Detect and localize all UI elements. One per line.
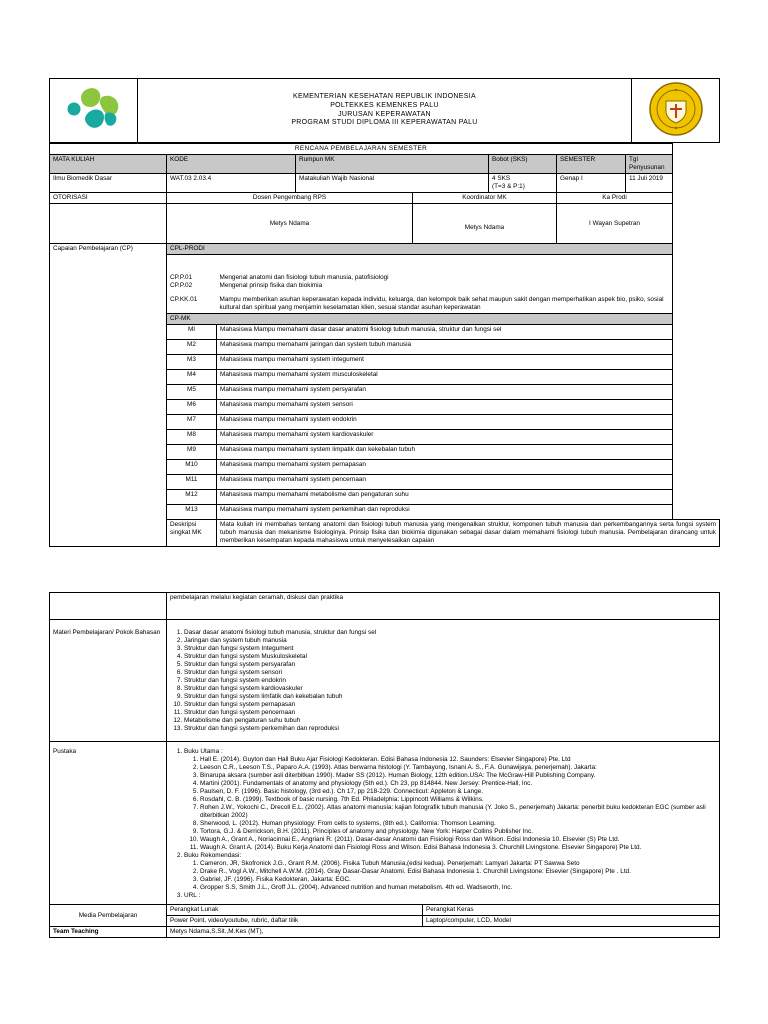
materi-item: 12. Metabolisme dan pengaturan suhu tubuh xyxy=(184,717,716,725)
cpl-code: CP.KK.01 xyxy=(170,296,198,303)
cpmk-text: Mahasiswa mampu memahami system persyarafan xyxy=(217,385,673,400)
cpmk-text: Mahasiswa Mampu memahami dasar dasar anatomi fisiologi tubuh manusia, struktur dan fungsi sel xyxy=(217,325,673,340)
header-line: POLTEKKES KEMENKES PALU xyxy=(330,101,439,109)
deskripsi-cont-label xyxy=(50,593,167,620)
course-credits-value: 4 SKS xyxy=(492,175,511,182)
otorisasi-header: Ka Prodi xyxy=(557,193,673,204)
otorisasi-header: Dosen Pengembang RPS xyxy=(167,193,413,204)
pustaka-utama-list xyxy=(184,756,716,852)
pustaka-item: 6. Rosdahl, C. B. (1999). Textbook of basic nursing. 7th Ed. Philadelphia: Lippincott Williams & Wilkins. xyxy=(200,796,716,804)
rps-page-2 xyxy=(49,592,720,938)
header-line: PROGRAM STUDI DIPLOMA III KEPERAWATAN PALU xyxy=(291,119,478,127)
course-name: Ilmu Biomedik Dasar xyxy=(50,174,167,193)
cpl-codes xyxy=(167,255,217,314)
cpmk-text: Mahasiswa mampu memahami system integument xyxy=(217,355,673,370)
cpmk-text: Mahasiswa mampu memahami system sensori xyxy=(217,400,673,415)
course-date: 11 Juli 2019 xyxy=(626,174,673,193)
pustaka-item: 4. Gropper S.S, Smith J.L., Groff J.L. (2004). Advanced nutrition and human metabolism. 4th ed. Wadsworth, Inc. xyxy=(200,884,716,892)
pustaka-item: 1. Hall E. (2014). Guyton dan Hall Buku Ajar Fisiologi Kedokteran. Edisi Bahasa Indonesia 12. Saunders: Elsevier Singapore) Pte. Ltd xyxy=(200,756,716,764)
team-label: Team Teaching xyxy=(50,927,167,938)
cpmk-text: Mahasiswa mampu memahami system pencernaan xyxy=(217,475,673,490)
cpl-text: Mampu memberikan asuhan keperawatan kepada individu, keluarga, dan kelompok baik sehat maupun sakit dengan memperhatikan aspek bio, psiko, sosial kultural dan spiritual yang menjamin keselamatan klien, sesuai standar asuhan keperawatan xyxy=(219,296,664,311)
cpl-texts xyxy=(217,255,673,314)
pustaka-url: 3. URL : xyxy=(184,892,716,900)
cpmk-text: Mahasiswa mampu memahami system endokrin xyxy=(217,415,673,430)
cpl-code: CP.P.01 xyxy=(170,274,193,281)
cpmk-text: Mahasiswa mampu memahami jaringan dan system tubuh manusia xyxy=(217,340,673,355)
materi-list-cell xyxy=(167,620,720,742)
pustaka-item: 2. Leeson C.R., Leeson T.S., Paparo A.A. (1993). Atlas berwarna histologi (Y. Tambayong, Isnani A. S., F.A. Gunawijaya, penerjemah). Jakarta: xyxy=(200,764,716,772)
otorisasi-name: I Wayan Supetran xyxy=(557,204,673,244)
team-value: Metys Ndama,S.Sit.,M.Kes (MT), xyxy=(167,927,720,938)
materi-item: 10. Struktur dan fungsi system pernapasan xyxy=(184,701,716,709)
materi-item: 3. Struktur dan fungsi system Integument xyxy=(184,645,716,653)
logo-cell xyxy=(50,79,138,143)
cpmk-code: M13 xyxy=(167,505,217,520)
materi-label: Materi Pembelajaran/ Pokok Bahasan xyxy=(50,620,167,742)
materi-item: 5. Struktur dan fungsi system persyarafan xyxy=(184,661,716,669)
otorisasi-header: Koordinator MK xyxy=(413,193,557,204)
pustaka-item: 7. Rohen J.W., Yokochi C., Drecoll E.L. (2002). Atlas anatomi manusia: kajian fotografik tubuh manusia (Y. Joko S., penerjemah) Jakarta: penerbit buku kedokteran EGC (sumber asli diterbitkan 2002) xyxy=(200,804,716,820)
cpmk-code: M11 xyxy=(167,475,217,490)
cpmk-code: M8 xyxy=(167,430,217,445)
course-credits-detail: (T=3 & P:1) xyxy=(492,183,525,190)
media-keras-label: Perangkat Keras xyxy=(423,905,720,916)
pustaka-group-rekomendasi xyxy=(184,852,716,892)
materi-item: 13. Struktur dan fungsi system perkemihan dan reproduksi xyxy=(184,725,716,733)
header-line: KEMENTERIAN KESEHATAN REPUBLIK INDONESIA xyxy=(293,93,476,101)
pustaka-item: 9. Tortora, G.J. & Derrickson, B.H. (2011). Principles of anatomy and physiology. New York: Harper Collins Publisher Inc. xyxy=(200,828,716,836)
materi-item: 2. Jaringan dan system tubuh manusia xyxy=(184,637,716,645)
deskripsi-label: Deskripsi singkat MK xyxy=(167,520,217,547)
rps-main-table xyxy=(49,143,720,547)
materi-item: 4. Struktur dan fungsi system Muskuloskeletal xyxy=(184,653,716,661)
pustaka-group-utama xyxy=(184,748,716,852)
cpmk-code: M9 xyxy=(167,445,217,460)
pustaka-cell xyxy=(167,742,720,905)
cpmk-code: MI xyxy=(167,325,217,340)
course-code: WAT.03 2.03.4 xyxy=(167,174,296,193)
institution-header xyxy=(138,79,632,143)
course-header: SEMESTER xyxy=(557,155,626,174)
materi-item: 8. Struktur dan fungsi system kardiovaskuler xyxy=(184,685,716,693)
cpmk-label: CP-MK xyxy=(167,314,673,325)
course-credits xyxy=(489,174,557,193)
course-header: Bobot (SKS) xyxy=(489,155,557,174)
otorisasi-blank xyxy=(50,204,167,244)
pustaka-rekomendasi-list xyxy=(184,860,716,892)
rps-page-1 xyxy=(49,78,720,547)
pustaka-item: 3. Binarupa aksara (sumber asli diterbitkan 1990). Mader SS (2012). Human Biology, 12th edition.USA: The McGraw-Hill Publishing Company. xyxy=(200,772,716,780)
cpmk-code: M7 xyxy=(167,415,217,430)
media-label: Media Pembelajaran xyxy=(50,905,167,927)
pustaka-item: 1. Cameron, JR, Skofronick J.G., Grant R.M. (2006). Fisika Tubuh Manusia,(edisi kedua). Penerjemah: Lamyari Jakarta: PT Sawwa Seto xyxy=(200,860,716,868)
cpl-text: Mengenal anatomi dan fisiologi tubuh manusia, patofisiologi xyxy=(219,274,389,281)
header-line: JURUSAN KEPERAWATAN xyxy=(338,110,431,118)
kemenkes-logo-icon xyxy=(62,83,126,135)
course-cluster: Matakuliah Wajib Nasional xyxy=(296,174,489,193)
deskripsi-text: Mata kuliah ini membahas tentang anatomi dan fisiologi tubuh manusia yang mengenalkan struktur, komponen tubuh manusia dan perkembangannya serta fungsi system tubuh manusia dan mekanisme fisiologinya. Prinsip fisika dan biokimia digunakan sebagai dasar dalam memahami fisiologi tubuh manusia. Pembelajaran dirancang untuk memberikan kesempatan kepada mahasiswa untuk menyelesaikan capaian xyxy=(217,520,720,547)
cpmk-text: Mahasiswa mampu memahami metabolisme dan pengaturan suhu xyxy=(217,490,673,505)
pustaka-item: 10. Waugh A., Grant A., Noriacinnai E., Angriani R. (2011). Dasar-dasar Anatomi dan Fisiologi Ross dan Wilson. Edisi Indonesia 10. Elsevier (S) Pte Ltd. xyxy=(200,836,716,844)
cpmk-code: M10 xyxy=(167,460,217,475)
course-header: MATA KULIAH xyxy=(50,155,167,174)
course-header: KODE xyxy=(167,155,296,174)
seal-cell xyxy=(632,79,720,143)
cpmk-code: M3 xyxy=(167,355,217,370)
course-semester: Genap I xyxy=(557,174,626,193)
cpl-prodi-label: CPL-PRODI xyxy=(167,244,673,255)
materi-item: 11. Struktur dan fungsi system pencernaan xyxy=(184,709,716,717)
materi-item: 7. Struktur dan fungsi system endokrin xyxy=(184,677,716,685)
pustaka-item: 4. Martini (2001). Fundamentals of anatomy and physiology (5th ed.). Ch 23, pp 814844. New Jersey: Prentice-Hall, Inc. xyxy=(200,780,716,788)
pustaka-rekomendasi-label: Buku Rekomendasi: xyxy=(184,852,242,859)
deskripsi-cont-text: pembelajaran melalui kegiatan ceramah, diskusi dan praktika xyxy=(167,593,720,620)
media-keras-value: Laptop/computer, LCD, Model xyxy=(423,916,720,927)
materi-item: 6. Struktur dan fungsi system sensori xyxy=(184,669,716,677)
media-lunak-value: Power Point, video/youtube, rubric, daftar tilik xyxy=(167,916,423,927)
pustaka-item: 8. Sherwood, L. (2012). Human physiology: From cells to systems, (8th ed.). California: Thomson Learning. xyxy=(200,820,716,828)
materi-list xyxy=(170,629,716,733)
pustaka-utama-label: Buku Utama : xyxy=(184,748,223,755)
cpmk-text: Mahasiswa mampu memahami system perkemihan dan reproduksi xyxy=(217,505,673,520)
cpmk-text: Mahasiswa mampu memahami system kardiovaskuler xyxy=(217,430,673,445)
cpmk-code: M4 xyxy=(167,370,217,385)
pustaka-label: Pustaka xyxy=(50,742,167,905)
cpmk-code: M2 xyxy=(167,340,217,355)
otorisasi-name: Metys Ndama xyxy=(413,204,557,244)
cpl-code: CP.P.02 xyxy=(170,282,193,289)
poltekkes-seal-icon xyxy=(648,81,704,137)
cpmk-text: Mahasiswa mampu memahami system limpatik dan kekebalan tubuh xyxy=(217,445,673,460)
document-title: RENCANA PEMBELAJARAN SEMESTER xyxy=(50,144,673,155)
materi-item: 1. Dasar dasar anatomi fisiologi tubuh manusia, struktur dan fungsi sel xyxy=(184,629,716,637)
materi-item: 9. Struktur dan fungsi system limfatik dan kekebalan tubuh xyxy=(184,693,716,701)
pustaka-item: 5. Paulsen, D. F. (1996). Basic histology, (3rd ed.). Ch 17, pp 218-229. Connecticut: Appleton & Lange. xyxy=(200,788,716,796)
cp-label: Capaian Pembelajaran (CP) xyxy=(50,244,167,547)
cpl-text: Mengenal prinsip fisika dan biokimia xyxy=(219,282,323,289)
otorisasi-name: Metys Ndama xyxy=(167,204,413,244)
cpmk-text: Mahasiswa mampu memahami system musculoskeletal xyxy=(217,370,673,385)
cpmk-code: M12 xyxy=(167,490,217,505)
pustaka-item: 11. Waugh A. Grant A. (2014). Buku Kerja Anatomi dan Fisiologi Ross and Wilson. Edisi Bahasa Indonesia 3. Churchill Livingstone. Elsevier Singapore) Pte Ltd. xyxy=(200,844,716,852)
cpmk-code: M5 xyxy=(167,385,217,400)
media-lunak-label: Perangkat Lunak xyxy=(167,905,423,916)
otorisasi-label: OTORISASI xyxy=(50,193,167,204)
pustaka-item: 2. Drake R., Vogl A.W., Mitchell A.W.M. (2014). Gray Dasar-Dasar Anatomi. Edisi Bahasa Indonesia 1. Churchill Livingstone: Elsevier (Singapore) Pte . Ltd. xyxy=(200,868,716,876)
header-table xyxy=(49,78,720,143)
cpmk-code: M6 xyxy=(167,400,217,415)
course-header: Tgl Penyusunan xyxy=(626,155,673,174)
pustaka-list xyxy=(170,748,716,900)
rps-continuation-table xyxy=(49,592,720,938)
course-header: Rumpun MK xyxy=(296,155,489,174)
pustaka-item: 3. Gabriel, JF. (1996). Fisika Kedokteran, Jakarta: EGC. xyxy=(200,876,716,884)
cpmk-text: Mahasiswa mampu memahami system pernapasan xyxy=(217,460,673,475)
